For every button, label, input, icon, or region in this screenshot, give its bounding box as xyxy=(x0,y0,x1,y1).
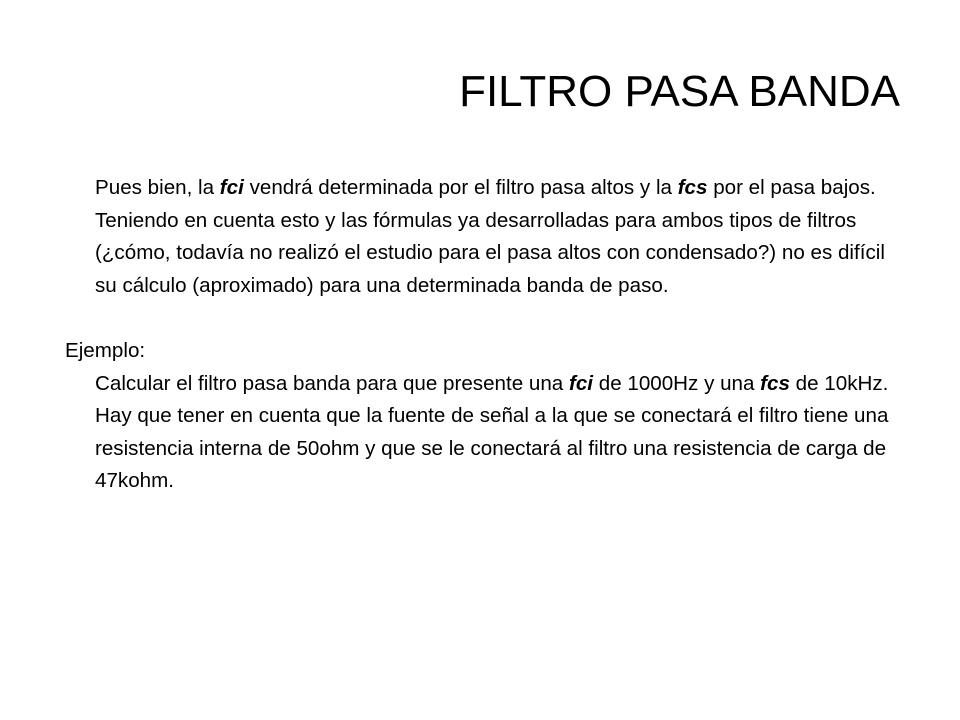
paragraph-spacer xyxy=(65,302,905,335)
example-label: Ejemplo: xyxy=(65,338,146,362)
example-text-3: de 10kHz. Hay que tener en cuenta que la fuente de señal a la que se conectará el filtro tiene una resistencia interna de 50ohm y que se le conectará al filtro una resistencia de carga de 47kohm. xyxy=(95,371,889,493)
intro-term-fci: fci xyxy=(219,176,244,199)
intro-text-3: por el pasa bajos. Teniendo en cuenta esto y las fórmulas ya desarrolladas para ambos tipos de filtros (¿cómo, todavía no realizó el estudio para el pasa altos con condensado?) no es difícil su cálculo (aproximado) para una determinada banda de paso. xyxy=(95,176,885,297)
example-term-fci: fci xyxy=(568,371,594,395)
example-term-fcs: fcs xyxy=(760,371,790,395)
slide-title: FILTRO PASA BANDA xyxy=(459,67,900,116)
intro-text-1: Pues bien, la xyxy=(95,176,220,199)
example-text-1: Calcular el filtro pasa banda para que presente una xyxy=(95,371,569,395)
intro-text-2: vendrá determinada por el filtro pasa altos y la xyxy=(243,176,678,199)
intro-paragraph xyxy=(65,172,905,302)
slide-body xyxy=(65,172,905,498)
example-text-2: de 1000Hz y una xyxy=(593,371,761,395)
example-paragraph xyxy=(65,368,905,498)
intro-term-fcs: fcs xyxy=(677,176,708,199)
